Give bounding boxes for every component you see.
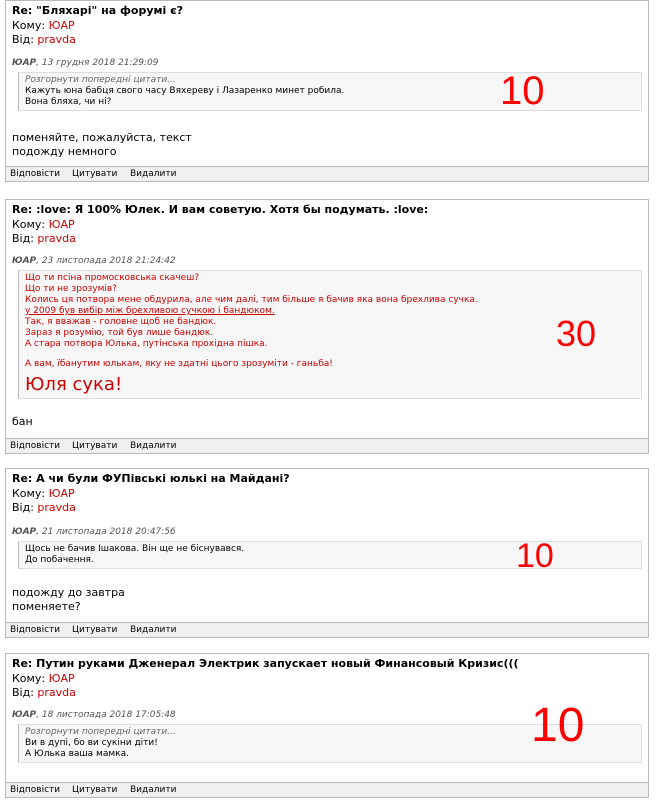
recipient-link[interactable]: ЮАР	[48, 672, 75, 685]
to-label: Кому:	[12, 19, 46, 32]
delete-button[interactable]: Видалити	[130, 169, 177, 179]
quote-date: , 18 листопада 2018 17:05:48	[36, 710, 176, 720]
from-label: Від:	[12, 686, 34, 699]
reply-button[interactable]: Відповісти	[10, 169, 61, 179]
recipient-line	[12, 672, 75, 685]
quote-button[interactable]: Цитувати	[72, 785, 118, 795]
quote-line: Зараз я розумію, той був лише бандюк.	[25, 328, 214, 338]
from-label: Від:	[12, 232, 34, 245]
body-line: подожду до завтра	[12, 586, 125, 599]
quote-button[interactable]: Цитувати	[72, 625, 118, 635]
delete-button[interactable]: Видалити	[130, 441, 177, 451]
message-actions	[6, 166, 648, 181]
sender-link[interactable]: pravda	[37, 232, 76, 245]
quote-line: Що ти не зрозумів?	[25, 284, 117, 294]
body-line: поменяйте, пожалуйста, текст	[12, 131, 192, 144]
message-actions	[6, 782, 648, 797]
quote-line: Вона бляха, чи ні?	[25, 97, 112, 107]
sender-line	[12, 33, 76, 46]
expand-quotes-link[interactable]: Розгорнути попередні цитати...	[25, 727, 176, 737]
sender-line	[12, 686, 76, 699]
score-annotation: 30	[556, 313, 597, 354]
message-body	[12, 415, 33, 429]
from-label: Від:	[12, 33, 34, 46]
recipient-line	[12, 19, 75, 32]
message-card	[5, 653, 649, 798]
message-subject[interactable]: Re: А чи були ФУПівські юлькі на Майдані?	[12, 472, 290, 485]
quote-block	[12, 58, 642, 111]
quote-header	[12, 256, 642, 266]
sender-line	[12, 232, 76, 245]
reply-button[interactable]: Відповісти	[10, 441, 61, 451]
message-subject[interactable]: Re: "Бляхарі" на форумі є?	[12, 4, 183, 17]
quote-date: , 23 листопада 2018 21:24:42	[36, 256, 176, 266]
quote-block	[12, 256, 642, 399]
to-label: Кому:	[12, 487, 46, 500]
message-body	[12, 586, 125, 614]
quote-button[interactable]: Цитувати	[72, 169, 118, 179]
sender-link[interactable]: pravda	[37, 33, 76, 46]
delete-button[interactable]: Видалити	[130, 785, 177, 795]
message-body	[12, 131, 192, 159]
body-line: подожду немного	[12, 145, 117, 158]
reply-button[interactable]: Відповісти	[10, 625, 61, 635]
to-label: Кому:	[12, 218, 46, 231]
recipient-link[interactable]: ЮАР	[48, 19, 75, 32]
quote-author: ЮАР	[12, 58, 37, 68]
score-annotation: 10	[531, 699, 585, 752]
reply-button[interactable]: Відповісти	[10, 785, 61, 795]
quote-author: ЮАР	[12, 256, 37, 266]
quote-line: Кажуть юна бабця свого часу Вяхереву і Лазаренко минет робила.	[25, 86, 345, 96]
recipient-link[interactable]: ЮАР	[48, 487, 75, 500]
quote-line: А вам, їбанутим юлькам, яку не здатні цього зрозуміти - ганьба!	[25, 359, 333, 369]
message-card	[5, 0, 649, 182]
expand-quotes-link[interactable]: Розгорнути попередні цитати...	[25, 75, 176, 85]
quote-line: Так, я вважав - головне щоб не бандюк.	[25, 317, 217, 327]
quote-line-large: Юля сука!	[25, 374, 123, 395]
message-actions	[6, 438, 648, 453]
score-annotation: 10	[516, 537, 554, 575]
quote-author: ЮАР	[12, 710, 37, 720]
recipient-line	[12, 487, 75, 500]
quote-header	[12, 58, 642, 68]
quote-line: Щось не бачив Ішакова. Він ще не біснувався.	[25, 544, 245, 554]
quote-line: у 2009 був вибір між брехливою сучкою і бандюком.	[25, 306, 275, 316]
message-actions	[6, 622, 648, 637]
sender-line	[12, 501, 76, 514]
quote-line: А стара потвора Юлька, путінська прохідна пішка.	[25, 339, 268, 349]
quote-line: Що ти псіна промосковська скачеш?	[25, 273, 200, 283]
quote-header	[12, 527, 642, 537]
body-line: бан	[12, 415, 33, 428]
quote-line: Колись ця потвора мене обдурила, але чим далі, тим більше я бачив яка вона брехлива сучка.	[25, 295, 478, 305]
recipient-link[interactable]: ЮАР	[48, 218, 75, 231]
score-annotation: 10	[500, 69, 545, 113]
quote-box	[18, 270, 642, 399]
quote-line: Ви в дупі, бо ви сукіни діти!	[25, 738, 158, 748]
message-card	[5, 468, 649, 638]
recipient-line	[12, 218, 75, 231]
quote-date: , 13 грудня 2018 21:29:09	[36, 58, 159, 68]
quote-line: А Юлька ваша мамка.	[25, 749, 129, 759]
delete-button[interactable]: Видалити	[130, 625, 177, 635]
quote-box	[18, 72, 642, 111]
quote-date: , 21 листопада 2018 20:47:56	[36, 527, 176, 537]
message-subject[interactable]: Re: Путин руками Дженерал Электрик запускает новый Финансовый Кризис(((	[12, 657, 519, 670]
quote-author: ЮАР	[12, 527, 37, 537]
message-card	[5, 199, 649, 454]
sender-link[interactable]: pravda	[37, 501, 76, 514]
quote-line: До побачення.	[25, 555, 94, 565]
to-label: Кому:	[12, 672, 46, 685]
quote-button[interactable]: Цитувати	[72, 441, 118, 451]
body-line: поменяете?	[12, 600, 81, 613]
sender-link[interactable]: pravda	[37, 686, 76, 699]
message-subject[interactable]: Re: :love: Я 100% Юлек. И вам советую. Хотя бы подумать. :love:	[12, 203, 429, 216]
from-label: Від:	[12, 501, 34, 514]
